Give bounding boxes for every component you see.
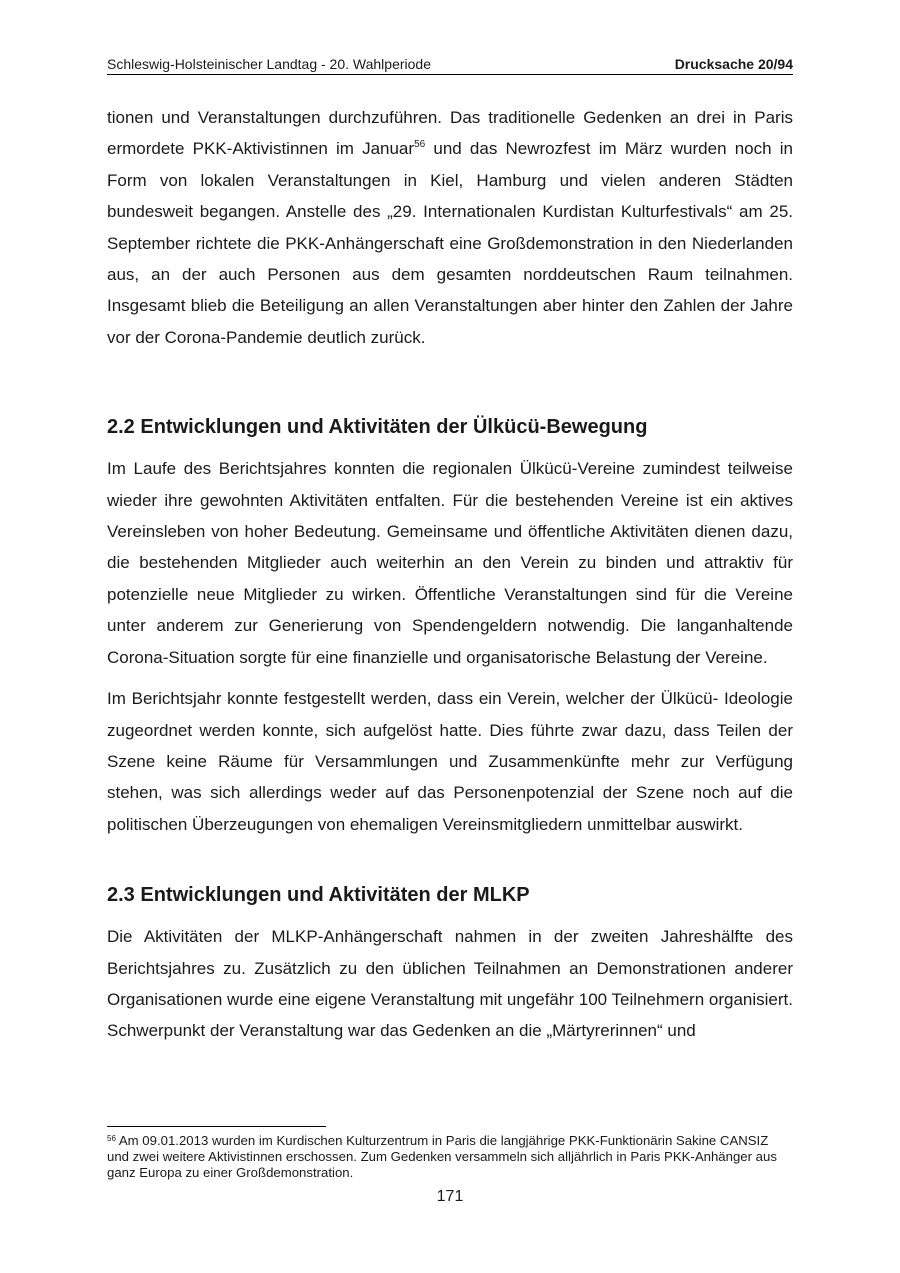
section-2-2-paragraph-2: Im Berichtsjahr konnte festgestellt werden, dass ein Verein, welcher der Ülkücü- Ideologie zugeordnet werden konnte, sich aufgelöst hatte. Dies führte zwar dazu, dass Teilen der Szene keine Räume für Versammlungen und Zusammenkünfte mehr zur Verfügung stehen, was sich allerdings weder auf das Personenpotenzial der Szene noch auf die politischen Überzeugungen von ehemaligen Vereinsmitgliedern unmittelbar auswirkt. — [107, 689, 793, 834]
page-number: 171 — [436, 1188, 464, 1205]
section-heading-2-3: 2.3 Entwicklungen und Aktivitäten der MLKP — [107, 884, 530, 907]
footnote-text: Am 09.01.2013 wurden im Kurdischen Kulturzentrum in Paris die langjährige PKK-Funktionärin Sakine CANSIZ und zwei weitere Aktivistinnen erschossen. Zum Gedenken versammeln sich alljährlich in Paris PKK-Anhänger aus ganz Europa zu einer Großdemonstration. — [107, 1133, 777, 1180]
footnote-divider — [107, 1126, 326, 1127]
footnote — [107, 1133, 793, 1181]
intro-paragraph — [107, 102, 793, 353]
section-2-2-paragraph-1: Im Laufe des Berichtsjahres konnten die regionalen Ülkücü-Vereine zumindest teilweise wieder ihre gewohnten Aktivitäten entfalten. Für die bestehenden Vereine ist ein aktives Vereinsleben von hoher Bedeutung. Gemeinsame und öffentliche Aktivitäten dienen dazu, die bestehenden Mitglieder auch weiterhin an den Verein zu binden und attraktiv für potenzielle neue Mitglieder zu wirken. Öffentliche Veranstaltungen sind für die Vereine unter anderem zur Generierung von Spendengeldern notwendig. Die langanhaltende Corona-Situation sorgte für eine finanzielle und organisatorische Belastung der Vereine. — [107, 459, 793, 667]
intro-text-start: tionen und Veranstaltungen durchzuführen. Das traditionelle Gedenken an drei in Paris ermordete PKK-Aktivistinnen im Januar — [107, 108, 793, 159]
header-document-number: Drucksache 20/94 — [674, 56, 793, 72]
section-heading-2-2: 2.2 Entwicklungen und Aktivitäten der Ülkücü-Bewegung — [107, 416, 648, 439]
footnote-reference[interactable]: 56 — [414, 139, 426, 151]
header-parliament-title: Schleswig-Holsteinischer Landtag - 20. Wahlperiode — [107, 56, 431, 72]
section-2-3-paragraph-1: Die Aktivitäten der MLKP-Anhängerschaft nahmen in der zweiten Jahreshälfte des Berichtsjahres zu. Zusätzlich zu den üblichen Teilnahmen an Demonstrationen anderer Organisationen wurde eine eigene Veranstaltung mit ungefähr 100 Teilnehmern organisiert. Schwerpunkt der Veranstaltung war das Gedenken an die „Märtyrerinnen“ und — [107, 927, 793, 1041]
page-header — [107, 54, 793, 75]
intro-text-end: und das Newrozfest im März wurden noch in Form von lokalen Veranstaltungen in Kiel, Hamburg und vielen anderen Städten bundesweit begangen. Anstelle des „29. Internationalen Kurdistan Kulturfestivals“ am 25. September richtete die PKK-Anhängerschaft eine Großdemonstration in den Niederlanden aus, an der auch Personen aus dem gesamten norddeutschen Raum teilnahmen. Insgesamt blieb die Beteiligung an allen Veranstaltungen aber hinter den Zahlen der Jahre vor der Corona-Pandemie deutlich zurück. — [107, 139, 793, 347]
page-body — [107, 102, 793, 1047]
footnote-number: 56 — [107, 1134, 116, 1143]
